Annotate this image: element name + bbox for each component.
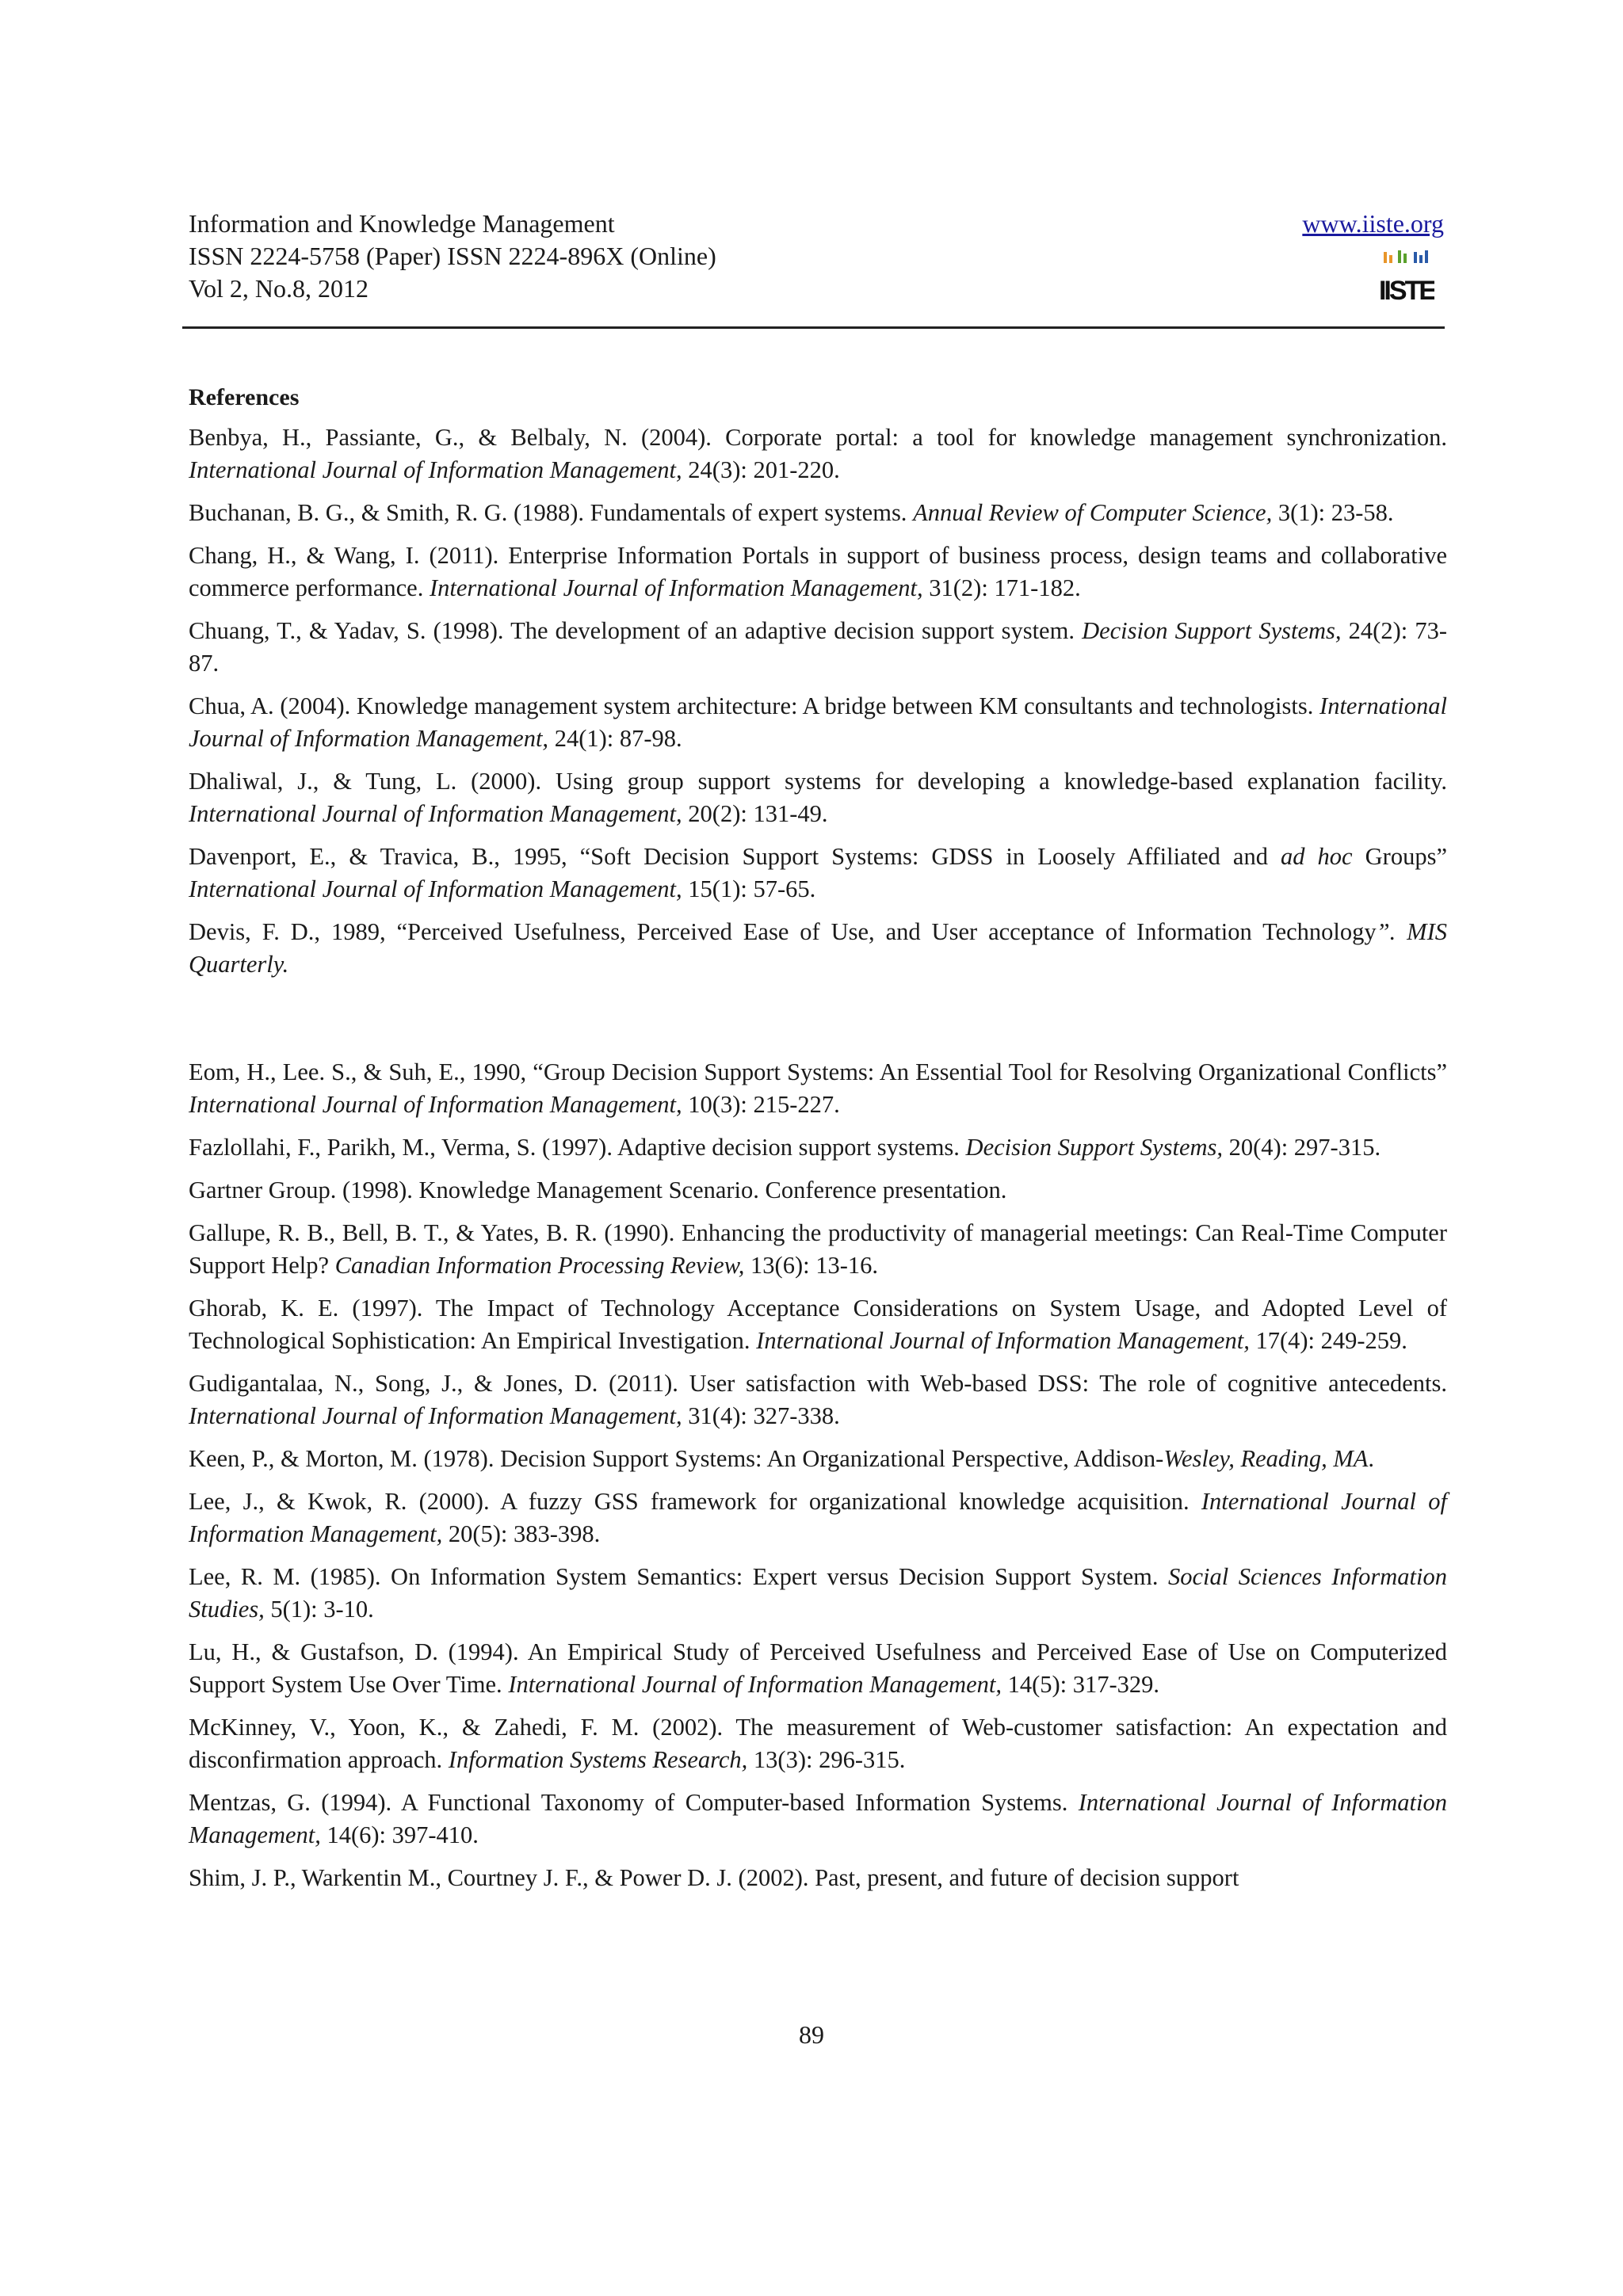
reference-journal: Information Systems Research, — [448, 1746, 748, 1773]
reference-details: 20(2): 131-49. — [682, 800, 828, 827]
reference-item — [189, 1711, 1447, 1776]
reference-details: 13(6): 13-16. — [744, 1252, 878, 1279]
reference-text: Keen, P., & Morton, M. (1978). Decision Support Systems: An Organizational Perspective, Addison- — [189, 1445, 1164, 1472]
reference-text: Chuang, T., & Yadav, S. (1998). The development of an adaptive decision support system. — [189, 617, 1083, 644]
reference-details: 10(3): 215-227. — [682, 1091, 840, 1118]
reference-journal: Decision Support Systems, — [965, 1134, 1223, 1161]
reference-journal: International Journal of Information Management, — [189, 456, 682, 483]
reference-item — [189, 841, 1447, 906]
reference-text: Lu, H., & Gustafson, D. (1994). An Empirical Study of Perceived Usefulness and Perceived Ease of Use on Computerized Support System Use Over Time. — [189, 1638, 1447, 1698]
reference-details: Groups” — [1352, 843, 1447, 870]
reference-text: Shim, J. P., Warkentin M., Courtney J. F., & Power D. J. (2002). Past, present, and future of decision support — [189, 1864, 1239, 1891]
reference-item — [189, 421, 1447, 486]
reference-list-second — [189, 1056, 1447, 1894]
reference-journal: International Journal of Information Management, — [189, 875, 682, 902]
journal-title: Information and Knowledge Management — [189, 209, 615, 238]
reference-details: 24(3): 201-220. — [682, 456, 840, 483]
spacer — [189, 991, 1447, 1056]
reference-text: Dhaliwal, J., & Tung, L. (2000). Using group support systems for developing a knowledge-based explanation facility. — [189, 768, 1447, 795]
reference-item — [189, 1443, 1447, 1475]
reference-details: 3(1): 23-58. — [1272, 499, 1394, 526]
reference-journal: Social Sciences Information Studies, — [189, 1563, 1448, 1623]
issn-line: ISSN 2224-5758 (Paper) ISSN 2224-896X (Online) — [189, 242, 716, 270]
reference-journal: Annual Review of Computer Science, — [913, 499, 1273, 526]
reference-details: 5(1): 3-10. — [264, 1596, 374, 1623]
reference-journal: International Journal of Information Management, — [756, 1327, 1250, 1354]
reference-journal: ad hoc — [1281, 843, 1353, 870]
reference-text: Davenport, E., & Travica, B., 1995, “Soft Decision Support Systems: GDSS in Loosely Affiliated and — [189, 843, 1281, 870]
references-section — [189, 382, 1447, 1905]
reference-list-first — [189, 421, 1447, 981]
reference-journal: International Journal of Information Management, — [189, 1091, 682, 1118]
reference-item — [189, 1486, 1447, 1550]
reference-details: 15(1): 57-65. — [682, 875, 816, 902]
reference-details: 20(4): 297-315. — [1223, 1134, 1381, 1161]
reference-details: 31(4): 327-338. — [682, 1402, 840, 1429]
reference-item — [189, 1056, 1447, 1121]
reference-details: 14(6): 397-410. — [320, 1821, 479, 1848]
reference-journal: Decision Support Systems, — [1082, 617, 1342, 644]
reference-text: Lee, J., & Kwok, R. (2000). A fuzzy GSS framework for organizational knowledge acquisition. — [189, 1488, 1201, 1515]
reference-item — [189, 1131, 1447, 1164]
reference-journal: Wesley, Reading, MA — [1163, 1445, 1369, 1472]
page-header — [189, 208, 1444, 326]
svg-text:IISTE: IISTE — [1379, 276, 1434, 303]
iiste-logo-icon — [1379, 249, 1434, 303]
reference-details: 13(3): 296-315. — [747, 1746, 906, 1773]
reference-item — [189, 1862, 1447, 1894]
reference-text: McKinney, V., Yoon, K., & Zahedi, F. M. (2002). The measurement of Web-customer satisfaction: An expectation and disconfirmation approach. — [189, 1714, 1447, 1773]
reference-details: . — [1368, 1445, 1375, 1472]
reference-item — [189, 540, 1447, 605]
reference-text: Devis, F. D., 1989, “Perceived Usefulness, Perceived Ease of Use, and User acceptance of Information Technology — [189, 918, 1377, 945]
reference-details: 24(1): 87-98. — [548, 725, 682, 752]
reference-item — [189, 1367, 1447, 1432]
volume-line: Vol 2, No.8, 2012 — [189, 274, 369, 303]
reference-journal: ”. MIS Quarterly. — [189, 918, 1447, 978]
reference-text: Gallupe, R. B., Bell, B. T., & Yates, B. R. (1990). Enhancing the productivity of managerial meetings: Can Real-Time Computer Support Help? — [189, 1219, 1447, 1279]
journal-info — [189, 208, 716, 305]
reference-item — [189, 1217, 1447, 1282]
reference-text: Benbya, H., Passiante, G., & Belbaly, N. (2004). Corporate portal: a tool for knowledge management synchronization. — [189, 424, 1447, 451]
reference-text: Chang, H., & Wang, I. (2011). Enterprise Information Portals in support of business process, design teams and collaborative commerce performance. — [189, 542, 1447, 601]
header-divider — [182, 326, 1445, 329]
section-title: References — [189, 384, 300, 410]
reference-journal: International Journal of Information Management, — [189, 1789, 1447, 1848]
reference-text: Gartner Group. (1998). Knowledge Management Scenario. Conference presentation. — [189, 1177, 1007, 1203]
page-number: 89 — [799, 2020, 824, 2049]
reference-journal: International Journal of Information Management, — [508, 1671, 1002, 1698]
reference-text: Lee, R. M. (1985). On Information System Semantics: Expert versus Decision Support System. — [189, 1563, 1169, 1590]
reference-item — [189, 1787, 1447, 1852]
reference-journal: International Journal of Information Management, — [189, 1402, 682, 1429]
reference-details: 14(5): 317-329. — [1001, 1671, 1160, 1698]
reference-item — [189, 1174, 1447, 1207]
website-link[interactable]: www.iiste.org — [1302, 209, 1444, 238]
reference-journal: International Journal of Information Management, — [189, 800, 682, 827]
reference-item — [189, 690, 1447, 755]
reference-journal: Canadian Information Processing Review, — [334, 1252, 745, 1279]
reference-text: Eom, H., Lee. S., & Suh, E., 1990, “Group Decision Support Systems: An Essential Tool for Resolving Organizational Conflicts” — [189, 1058, 1447, 1085]
reference-details: 17(4): 249-259. — [1249, 1327, 1407, 1354]
reference-details: 24(2): 73-87. — [189, 617, 1447, 677]
reference-journal: International Journal of Information Management, — [189, 1488, 1447, 1547]
reference-text: Buchanan, B. G., & Smith, R. G. (1988). Fundamentals of expert systems. — [189, 499, 914, 526]
reference-item — [189, 765, 1447, 830]
reference-journal: International Journal of Information Management, — [189, 692, 1447, 752]
reference-text: Fazlollahi, F., Parikh, M., Verma, S. (1997). Adaptive decision support systems. — [189, 1134, 966, 1161]
reference-text: Gudigantalaa, N., Song, J., & Jones, D. (2011). User satisfaction with Web-based DSS: The role of cognitive antecedents. — [189, 1370, 1447, 1397]
reference-item — [189, 1561, 1447, 1626]
reference-item — [189, 1636, 1447, 1701]
reference-details: 20(5): 383-398. — [442, 1520, 601, 1547]
reference-text: Mentzas, G. (1994). A Functional Taxonomy of Computer-based Information Systems. — [189, 1789, 1079, 1816]
reference-item — [189, 1292, 1447, 1357]
reference-item — [189, 615, 1447, 680]
reference-journal: International Journal of Information Management, — [429, 574, 923, 601]
reference-item — [189, 497, 1447, 529]
reference-text: Chua, A. (2004). Knowledge management system architecture: A bridge between KM consultants and technologists. — [189, 692, 1320, 719]
reference-text: Ghorab, K. E. (1997). The Impact of Technology Acceptance Considerations on System Usage, and Adopted Level of Technological Sophistication: An Empirical Investigation. — [189, 1295, 1447, 1354]
reference-item — [189, 916, 1447, 981]
reference-details: 31(2): 171-182. — [922, 574, 1081, 601]
